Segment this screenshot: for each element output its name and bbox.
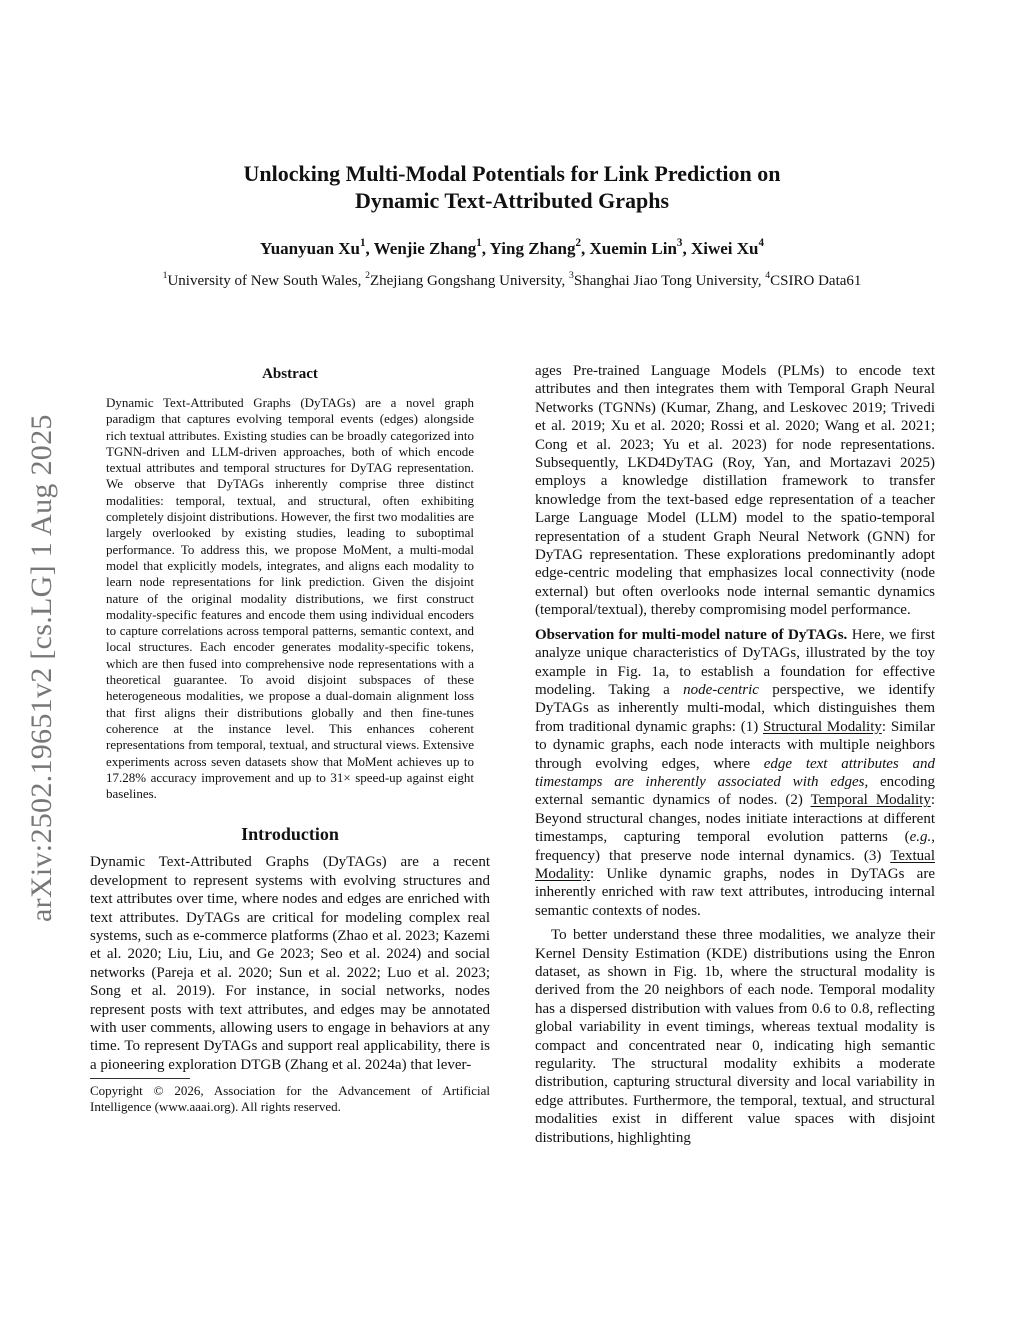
affiliation: $^2$Zhejiang Gongshang University, bbox=[365, 269, 569, 289]
author: Xuemin Lin$^3$, bbox=[589, 236, 691, 258]
observation-paragraph: Observation for multi-model nature of DyTAGs. Here, we first analyze unique characteristics of DyTAGs, illustrated by the toy example in Fig. 1a, to establish a foundation for effective modeling. Taking a node-centric perspective, we identify DyTAGs as inherently multi-modal, which distinguishes them from traditional dynamic graphs: (1) Structural Modality: Similar to dynamic graphs, each node interacts with multiple neighbors through evolving edges, where edge text attributes and timestamps are inherently associated with edges, encoding external semantic dynamics of nodes. (2) Temporal Modality: Beyond structural changes, nodes initiate interactions at different timestamps, capturing temporal evolution patterns (e.g., frequency) that preserve node internal dynamics. (3) Textual Modality: Unlike dynamic graphs, nodes in DyTAGs are inherently enriched with raw text attributes, introducing internal semantic contexts of nodes. bbox=[535, 626, 936, 919]
author: Wenjie Zhang$^1$, bbox=[373, 236, 490, 258]
right-column bbox=[535, 362, 935, 1153]
title-line-1: Unlocking Multi-Modal Potentials for Link Prediction on bbox=[243, 161, 781, 186]
abstract-heading: Abstract bbox=[262, 366, 318, 382]
paper-title bbox=[0, 160, 1024, 214]
copyright-footnote: Copyright © 2026, Association for the Advancement of Artificial Intelligence (www.aaai.org). All rights reserved. bbox=[90, 1083, 490, 1115]
author: Ying Zhang$^2$, bbox=[489, 236, 590, 258]
introduction-paragraph: Dynamic Text-Attributed Graphs (DyTAGs) are a recent development to represent systems with evolving structures and text attributes over time, where nodes and edges are enriched with text attributes. DyTAGs are critical for modeling complex real systems, such as e-commerce platforms (Zhao et al. 2023; Kazemi et al. 2020; Liu, Liu, and Ge 2023; Seo et al. 2024) and social networks (Pareja et al. 2020; Sun et al. 2022; Luo et al. 2023; Song et al. 2019). For instance, in social networks, nodes represent posts with text attributes, and edges may be annotated with user comments, allowing users to engage in behaviors at any time. To represent DyTAGs and support real applicability, there is a pioneering exploration DTGB (Zhang et al. 2024a) that lever- bbox=[90, 854, 490, 1073]
introduction-heading: Introduction bbox=[241, 824, 339, 845]
arxiv-identifier: arXiv:2502.19651v2 [cs.LG] 1 Aug 2025 bbox=[25, 414, 58, 922]
affiliation-list bbox=[0, 269, 1024, 291]
title-line-2: Dynamic Text-Attributed Graphs bbox=[354, 188, 670, 213]
temporal-modality-term: Temporal Modality bbox=[810, 792, 931, 809]
textual-modality-term: Textual Modality bbox=[535, 847, 935, 882]
kde-analysis-paragraph: To better understand these three modalities, we analyze their Kernel Density Estimation (KDE) distributions using the Enron dataset, as shown in Fig. 1b, where the structural modality is derived from the 20 neighbors of each node. Temporal modality has a dispersed distribution with values from 0.6 to 0.8, reflecting global variability in event timings, whereas textual modality is compact and concentrated near 0, indicating high semantic regularity. The structural modality exhibits a moderate distribution, capturing structural diversity and local variability in edge attributes. Furthermore, the temporal, textual, and structural modalities exist in different value spaces with disjoint distributions, highlighting bbox=[535, 927, 935, 1146]
structural-modality-term: Structural Modality bbox=[762, 718, 882, 735]
observation-lead: Observation for multi-model nature of DyTAGs. bbox=[535, 626, 848, 643]
affiliation: $^1$University of New South Wales, bbox=[162, 269, 366, 289]
abstract-text: Dynamic Text-Attributed Graphs (DyTAGs) are a novel graph paradigm that captures evolving temporal events (edges) alongside rich textual attributes. Existing studies can be broadly categorized into TGNN-driven and LLM-driven approaches, both of which encode textual attributes and temporal structures for DyTAG representation. We observe that DyTAGs inherently comprise three distinct modalities: temporal, textual, and structural, often exhibiting completely disjoint distributions. However, the first two modalities are largely overlooked by existing studies, leading to suboptimal performance. To address this, we propose MoMent, a multi-modal model that explicitly models, integrates, and aligns each modality to learn node representations for link prediction. Given the disjoint nature of the original modality distributions, we first construct modality-specific features and encode them using individual encoders to capture correlations across temporal patterns, semantic context, and local structures. Each encoder generates modality-specific tokens, which are then fused into comprehensive node representations with a theoretical guarantee. To avoid disjoint subspaces of these heterogeneous modalities, we propose a dual-domain alignment loss that first aligns their distributions globally and then fine-tunes coherence at the instance level. This enhances coherent representations from temporal, textual, and structural views. Extensive experiments across seven datasets show that MoMent achieves up to 17.28% accuracy improvement and up to 31× speed-up against eight baselines. bbox=[106, 395, 474, 802]
author: Yuanyuan Xu$^1$, bbox=[259, 236, 374, 258]
footnote-divider bbox=[90, 1078, 190, 1079]
affiliation: $^4$CSIRO Data61 bbox=[765, 269, 862, 289]
author: Xiwei Xu$^4$ bbox=[690, 236, 764, 258]
affiliation: $^3$Shanghai Jiao Tong University, bbox=[568, 269, 766, 289]
author-list bbox=[0, 238, 1024, 260]
left-column bbox=[90, 362, 490, 1115]
related-work-paragraph: ages Pre-trained Language Models (PLMs) to encode text attributes and then integrates them with Temporal Graph Neural Networks (TGNNs) (Kumar, Zhang, and Leskovec 2019; Trivedi et al. 2019; Xu et al. 2020; Rossi et al. 2020; Wang et al. 2021; Cong et al. 2023; Yu et al. 2023) for node representations. Subsequently, LKD4DyTAG (Roy, Yan, and Mortazavi 2025) employs a knowledge distillation framework to transfer knowledge from the text-based edge representation of a teacher Large Language Model (LLM) model to the spatio-temporal representation of a student Graph Neural Network (GNN) for DyTAG representation. These explorations predominantly adopt edge-centric modeling that emphasizes local connectivity (node external) but often overlooks node internal semantic dynamics (temporal/textual), thereby compromising model performance. bbox=[535, 363, 935, 619]
